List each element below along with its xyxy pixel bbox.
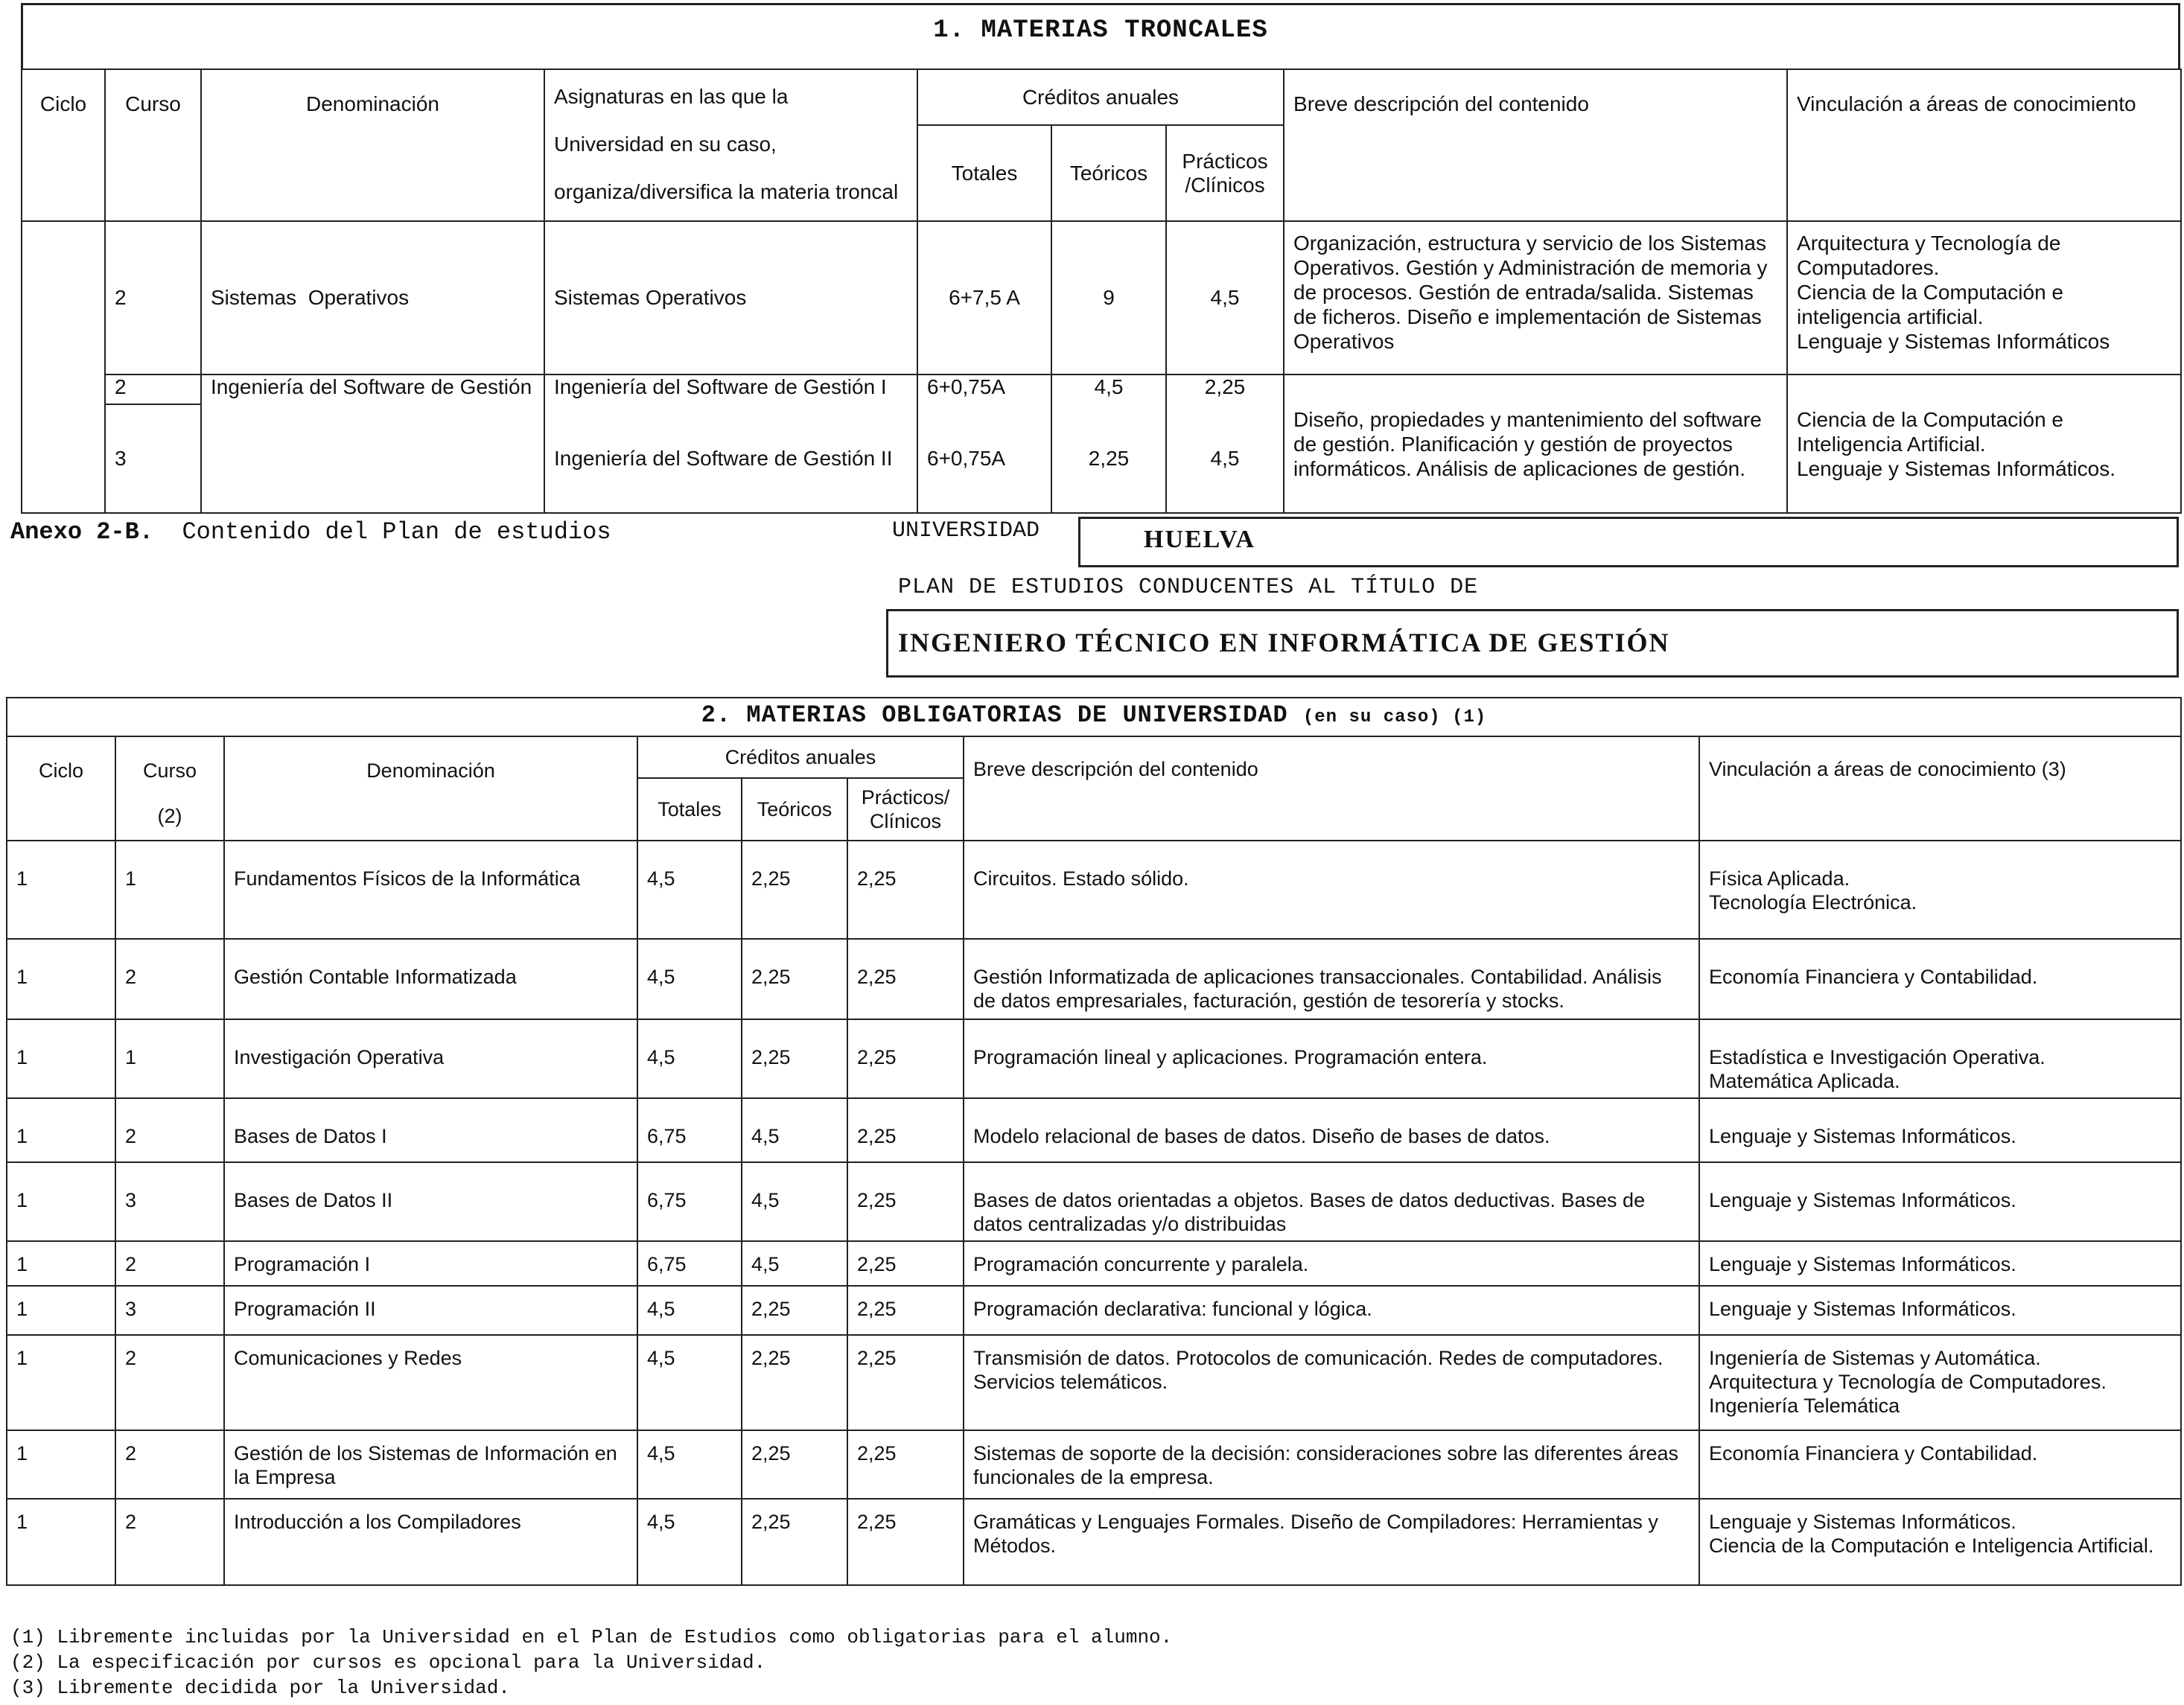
table-row	[7, 841, 2181, 939]
cell-denominacion: Gestión de los Sistemas de Información en la Empresa	[224, 1430, 637, 1499]
cell-vinculacion: Estadística e Investigación Operativa. Matemática Aplicada.	[1699, 1019, 2181, 1098]
header-practicos: Prácticos /Clínicos	[1166, 125, 1284, 221]
table-row	[7, 1019, 2181, 1098]
cell-vinculacion: Ingeniería de Sistemas y Automática. Arquitectura y Tecnología de Computadores. Ingeniería Telemática	[1699, 1335, 2181, 1430]
cell-descripcion: Diseño, propiedades y mantenimiento del software de gestión. Planificación y gestión de proyectos informáticos. Análisis de aplicaciones de gestión.	[1284, 375, 1787, 513]
cell-vinculacion	[1787, 221, 2181, 375]
cell-totales: 6+0,75A	[917, 375, 1051, 404]
table-row	[7, 1162, 2181, 1241]
cell-teoricos: 2,25	[742, 939, 847, 1019]
obligatorias-title-suffix: (en su caso) (1)	[1302, 707, 1487, 727]
troncales-table	[21, 68, 2182, 514]
cell-vinculacion: Lenguaje y Sistemas Informáticos.	[1699, 1098, 2181, 1162]
cell-denominacion: Fundamentos Físicos de la Informática	[224, 841, 637, 939]
cell-practicos: 2,25	[847, 1241, 964, 1286]
table-row	[7, 1286, 2181, 1335]
cell-practicos: 4,5	[1166, 404, 1284, 513]
table-row	[7, 939, 2181, 1019]
cell-descripcion: Modelo relacional de bases de datos. Diseño de bases de datos.	[964, 1098, 1699, 1162]
cell-practicos: 4,5	[1166, 221, 1284, 375]
cell-totales: 4,5	[637, 1430, 742, 1499]
cell-totales: 4,5	[637, 841, 742, 939]
cell-totales: 6,75	[637, 1098, 742, 1162]
cell-curso: 1	[115, 841, 224, 939]
footnote: (3) Libremente decidida por la Universidad.	[10, 1677, 510, 1699]
cell-ciclo: 1	[7, 1430, 115, 1499]
cell-descripcion: Transmisión de datos. Protocolos de comunicación. Redes de computadores. Servicios telemáticos.	[964, 1335, 1699, 1430]
vinculacion-line: Ciencia de la Computación e Inteligencia Artificial.	[1797, 407, 2063, 456]
cell-vinculacion: Lenguaje y Sistemas Informáticos.	[1699, 1162, 2181, 1241]
cell-practicos: 2,25	[1166, 375, 1284, 404]
table-row	[22, 375, 2181, 404]
cell-descripcion: Programación concurrente y paralela.	[964, 1241, 1699, 1286]
table-row	[7, 1335, 2181, 1430]
cell-ciclo: 1	[7, 1019, 115, 1098]
cell-totales: 4,5	[637, 1019, 742, 1098]
cell-denominacion: Gestión Contable Informatizada	[224, 939, 637, 1019]
cell-practicos: 2,25	[847, 1019, 964, 1098]
cell-totales: 4,5	[637, 1499, 742, 1585]
cell-curso: 3	[115, 1286, 224, 1335]
cell-teoricos: 2,25	[742, 1335, 847, 1430]
cell-practicos: 2,25	[847, 939, 964, 1019]
header-asignaturas	[544, 69, 917, 221]
cell-ciclo: 1	[7, 1098, 115, 1162]
cell-totales: 6+7,5 A	[917, 221, 1051, 375]
footnote: (1) Libremente incluidas por la Universidad en el Plan de Estudios como obligatorias para el alumno.	[10, 1626, 1173, 1648]
footnote: (2) La especificación por cursos es opcional para la Universidad.	[10, 1651, 766, 1674]
cell-vinculacion	[1787, 375, 2181, 513]
cell-descripcion: Organización, estructura y servicio de los Sistemas Operativos. Gestión y Administración de memoria y de procesos. Gestión de entrada/salida. Sistemas de ficheros. Diseño e implementación de Sistemas Operativos	[1284, 221, 1787, 375]
cell-descripcion: Sistemas de soporte de la decisión: consideraciones sobre las diferentes áreas funcionales de la empresa.	[964, 1430, 1699, 1499]
cell-curso: 2	[115, 1241, 224, 1286]
universidad-name: HUELVA	[1144, 526, 1255, 553]
header-teoricos: Teóricos	[1051, 125, 1166, 221]
obligatorias-title	[7, 698, 2181, 736]
cell-curso: 2	[115, 1335, 224, 1430]
cell-teoricos: 2,25	[742, 1499, 847, 1585]
header-descripcion: Breve descripción del contenido	[1284, 69, 1787, 221]
cell-ciclo: 1	[7, 1241, 115, 1286]
table-row	[7, 1430, 2181, 1499]
cell-ciclo: 1	[7, 1499, 115, 1585]
cell-practicos: 2,25	[847, 1098, 964, 1162]
cell-vinculacion: Economía Financiera y Contabilidad.	[1699, 1430, 2181, 1499]
cell-vinculacion: Lenguaje y Sistemas Informáticos.	[1699, 1241, 2181, 1286]
cell-vinculacion: Economía Financiera y Contabilidad.	[1699, 939, 2181, 1019]
universidad-label: UNIVERSIDAD	[892, 518, 1040, 544]
cell-vinculacion: Lenguaje y Sistemas Informáticos.	[1699, 1286, 2181, 1335]
plan-label: PLAN DE ESTUDIOS CONDUCENTES AL TÍTULO DE	[898, 575, 1479, 600]
cell-teoricos: 2,25	[1051, 404, 1166, 513]
header-asignaturas-line2: Universidad en su caso,	[554, 133, 777, 156]
cell-totales: 6,75	[637, 1241, 742, 1286]
cell-practicos: 2,25	[847, 841, 964, 939]
header-denominacion: Denominación	[224, 736, 637, 841]
cell-teoricos: 2,25	[742, 841, 847, 939]
cell-denominacion: Programación I	[224, 1241, 637, 1286]
cell-curso: 3	[115, 1162, 224, 1241]
cell-descripcion: Programación declarativa: funcional y lógica.	[964, 1286, 1699, 1335]
cell-teoricos: 4,5	[742, 1098, 847, 1162]
cell-ciclo: 1	[7, 1335, 115, 1430]
table-row	[7, 1499, 2181, 1585]
obligatorias-title-text: 2. MATERIAS OBLIGATORIAS DE UNIVERSIDAD	[701, 701, 1288, 729]
cell-curso: 2	[105, 221, 201, 375]
anexo-number: Anexo 2-B.	[10, 518, 154, 546]
cell-practicos: 2,25	[847, 1286, 964, 1335]
cell-teoricos: 4,5	[742, 1241, 847, 1286]
vinculacion-line: Arquitectura y Tecnología de Computadores.	[1797, 232, 2061, 279]
header-curso: Curso	[105, 69, 201, 221]
header-teoricos: Teóricos	[742, 778, 847, 841]
cell-curso: 2	[115, 1499, 224, 1585]
header-asignaturas-line3: organiza/diversifica la materia troncal	[554, 180, 899, 203]
header-vinculacion: Vinculación a áreas de conocimiento (3)	[1699, 736, 2181, 841]
cell-ciclo	[22, 221, 105, 513]
obligatorias-body	[7, 841, 2181, 1585]
cell-ciclo: 1	[7, 1162, 115, 1241]
cell-totales: 6+0,75A	[917, 404, 1051, 513]
cell-practicos: 2,25	[847, 1430, 964, 1499]
header-vinculacion: Vinculación a áreas de conocimiento	[1787, 69, 2181, 221]
cell-curso: 2	[115, 1098, 224, 1162]
cell-denominacion: Programación II	[224, 1286, 637, 1335]
cell-ciclo: 1	[7, 939, 115, 1019]
header-curso-note: (2)	[157, 805, 182, 827]
header-curso-label: Curso	[142, 759, 197, 782]
cell-asignatura: Ingeniería del Software de Gestión I	[544, 375, 917, 404]
cell-denominacion: Introducción a los Compiladores	[224, 1499, 637, 1585]
cell-curso: 2	[115, 1430, 224, 1499]
cell-vinculacion: Física Aplicada. Tecnología Electrónica.	[1699, 841, 2181, 939]
cell-descripcion: Gramáticas y Lenguajes Formales. Diseño de Compiladores: Herramientas y Métodos.	[964, 1499, 1699, 1585]
cell-ciclo: 1	[7, 1286, 115, 1335]
table-row	[7, 1241, 2181, 1286]
cell-curso: 2	[105, 375, 201, 404]
cell-totales: 4,5	[637, 939, 742, 1019]
footnotes	[10, 1625, 1172, 1701]
troncales-title: 1. MATERIAS TRONCALES	[933, 16, 1268, 45]
cell-teoricos: 9	[1051, 221, 1166, 375]
cell-denominacion: Comunicaciones y Redes	[224, 1335, 637, 1430]
cell-denominacion: Investigación Operativa	[224, 1019, 637, 1098]
vinculacion-line: Lenguaje y Sistemas Informáticos	[1797, 330, 2110, 353]
header-curso	[115, 736, 224, 841]
table-row	[7, 1098, 2181, 1162]
cell-denominacion: Sistemas Operativos	[201, 221, 544, 375]
vinculacion-line: Ciencia de la Computación e inteligencia artificial.	[1797, 281, 2063, 328]
cell-totales: 6,75	[637, 1162, 742, 1241]
cell-teoricos: 2,25	[742, 1430, 847, 1499]
header-descripcion: Breve descripción del contenido	[964, 736, 1699, 841]
cell-descripcion: Circuitos. Estado sólido.	[964, 841, 1699, 939]
header-ciclo: Ciclo	[22, 69, 105, 221]
cell-practicos: 2,25	[847, 1335, 964, 1430]
cell-denominacion: Bases de Datos II	[224, 1162, 637, 1241]
table-row	[22, 221, 2181, 375]
cell-asignatura: Sistemas Operativos	[544, 221, 917, 375]
cell-descripcion: Programación lineal y aplicaciones. Programación entera.	[964, 1019, 1699, 1098]
header-practicos: Prácticos/ Clínicos	[847, 778, 964, 841]
cell-asignatura: Ingeniería del Software de Gestión II	[544, 404, 917, 513]
cell-teoricos: 4,5	[742, 1162, 847, 1241]
header-totales: Totales	[637, 778, 742, 841]
header-ciclo: Ciclo	[7, 736, 115, 841]
cell-descripcion: Bases de datos orientadas a objetos. Bases de datos deductivas. Bases de datos centralizadas y/o distribuidas	[964, 1162, 1699, 1241]
cell-teoricos: 2,25	[742, 1019, 847, 1098]
cell-totales: 4,5	[637, 1286, 742, 1335]
cell-teoricos: 2,25	[742, 1286, 847, 1335]
header-totales: Totales	[917, 125, 1051, 221]
cell-practicos: 2,25	[847, 1162, 964, 1241]
header-creditos: Créditos anuales	[637, 736, 964, 778]
obligatorias-table	[6, 697, 2182, 1586]
cell-denominacion: Ingeniería del Software de Gestión	[201, 375, 544, 513]
cell-curso: 2	[115, 939, 224, 1019]
cell-ciclo: 1	[7, 841, 115, 939]
header-asignaturas-line1: Asignaturas en las que la	[554, 85, 789, 108]
cell-curso: 1	[115, 1019, 224, 1098]
cell-practicos: 2,25	[847, 1499, 964, 1585]
anexo-label	[10, 518, 611, 546]
cell-totales: 4,5	[637, 1335, 742, 1430]
cell-curso: 3	[105, 404, 201, 513]
header-denominacion: Denominación	[201, 69, 544, 221]
cell-teoricos: 4,5	[1051, 375, 1166, 404]
anexo-text: Contenido del Plan de estudios	[182, 518, 611, 546]
cell-denominacion: Bases de Datos I	[224, 1098, 637, 1162]
titulo-name: INGENIERO TÉCNICO EN INFORMÁTICA DE GESTIÓN	[898, 628, 1670, 657]
cell-vinculacion: Lenguaje y Sistemas Informáticos. Ciencia de la Computación e Inteligencia Artificial.	[1699, 1499, 2181, 1585]
vinculacion-line: Lenguaje y Sistemas Informáticos.	[1797, 456, 2115, 480]
header-creditos: Créditos anuales	[917, 69, 1284, 125]
cell-descripcion: Gestión Informatizada de aplicaciones transaccionales. Contabilidad. Análisis de datos empresariales, facturación, gestión de tesorería y stocks.	[964, 939, 1699, 1019]
